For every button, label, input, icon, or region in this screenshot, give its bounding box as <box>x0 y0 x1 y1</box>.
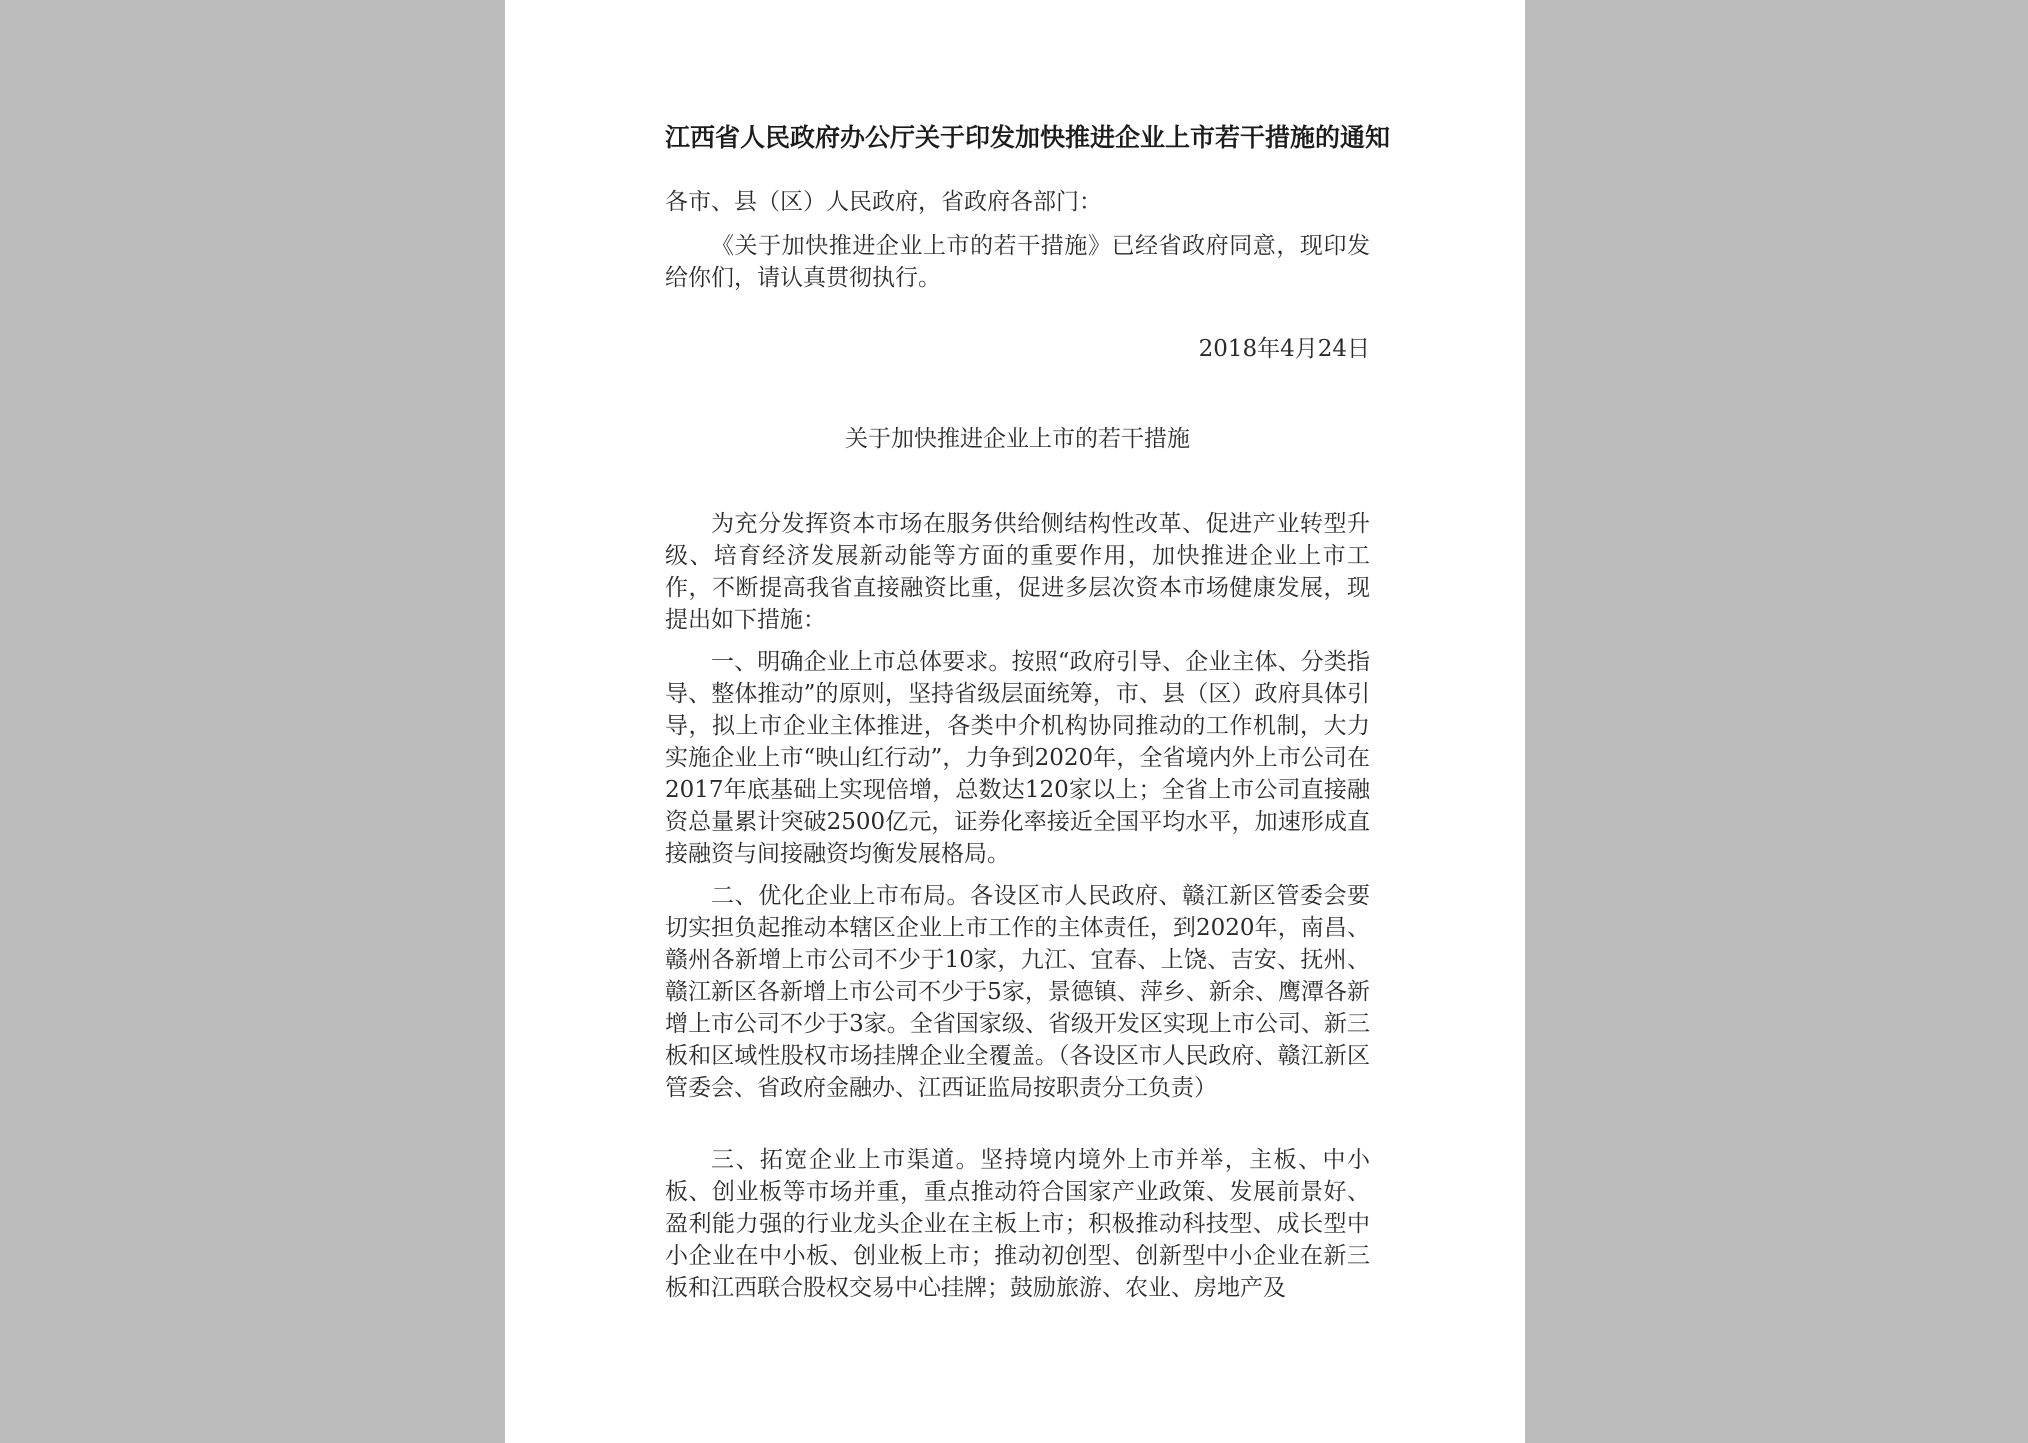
notice-body: 《关于加快推进企业上市的若干措施》已经省政府同意，现印发给你们，请认真贯彻执行。 <box>665 233 1370 291</box>
notice-date: 2018年4月24日 <box>1198 336 1370 362</box>
measures-title: 关于加快推进企业上市的若干措施 <box>845 426 1190 452</box>
measure-item-2: 二、优化企业上市布局。各设区市人民政府、赣江新区管委会要切实担负起推动本辖区企业上市工作的主体责任，到2020年，南昌、赣州各新增上市公司不少于10家，九江、宜春、上饶、吉安、抚州、赣江新区各新增上市公司不少于5家，景德镇、萍乡、新余、鹰潭各新增上市公司不少于3家。全省国家级、省级开发区实现上市公司、新三板和区域性股权市场挂牌企业全覆盖。（各设区市人民政府、赣江新区管委会、省政府金融办、江西证监局按职责分工负责） <box>665 883 1370 1101</box>
measures-intro: 为充分发挥资本市场在服务供给侧结构性改革、促进产业转型升级、培育经济发展新动能等方面的重要作用，加快推进企业上市工作，不断提高我省直接融资比重，促进多层次资本市场健康发展，现提出如下措施： <box>665 511 1370 633</box>
notice-addressee: 各市、县（区）人民政府，省政府各部门： <box>665 189 1102 215</box>
measure-item-3: 三、拓宽企业上市渠道。坚持境内境外上市并举，主板、中小板、创业板等市场并重，重点推动符合国家产业政策、发展前景好、盈利能力强的行业龙头企业在主板上市；积极推动科技型、成长型中小企业在中小板、创业板上市；推动初创型、创新型中小企业在新三板和江西联合股权交易中心挂牌；鼓励旅游、农业、房地产及 <box>665 1147 1370 1301</box>
document-page <box>505 0 1525 1443</box>
notice-title: 江西省人民政府办公厅关于印发加快推进企业上市若干措施的通知 <box>665 123 1391 152</box>
measure-item-1: 一、明确企业上市总体要求。按照“政府引导、企业主体、分类指导、整体推动”的原则，坚持省级层面统筹，市、县（区）政府具体引导，拟上市企业主体推进，各类中介机构协同推动的工作机制，大力实施企业上市“映山红行动”，力争到2020年，全省境内外上市公司在2017年底基础上实现倍增，总数达120家以上；全省上市公司直接融资总量累计突破2500亿元，证券化率接近全国平均水平，加速形成直接融资与间接融资均衡发展格局。 <box>665 649 1370 867</box>
